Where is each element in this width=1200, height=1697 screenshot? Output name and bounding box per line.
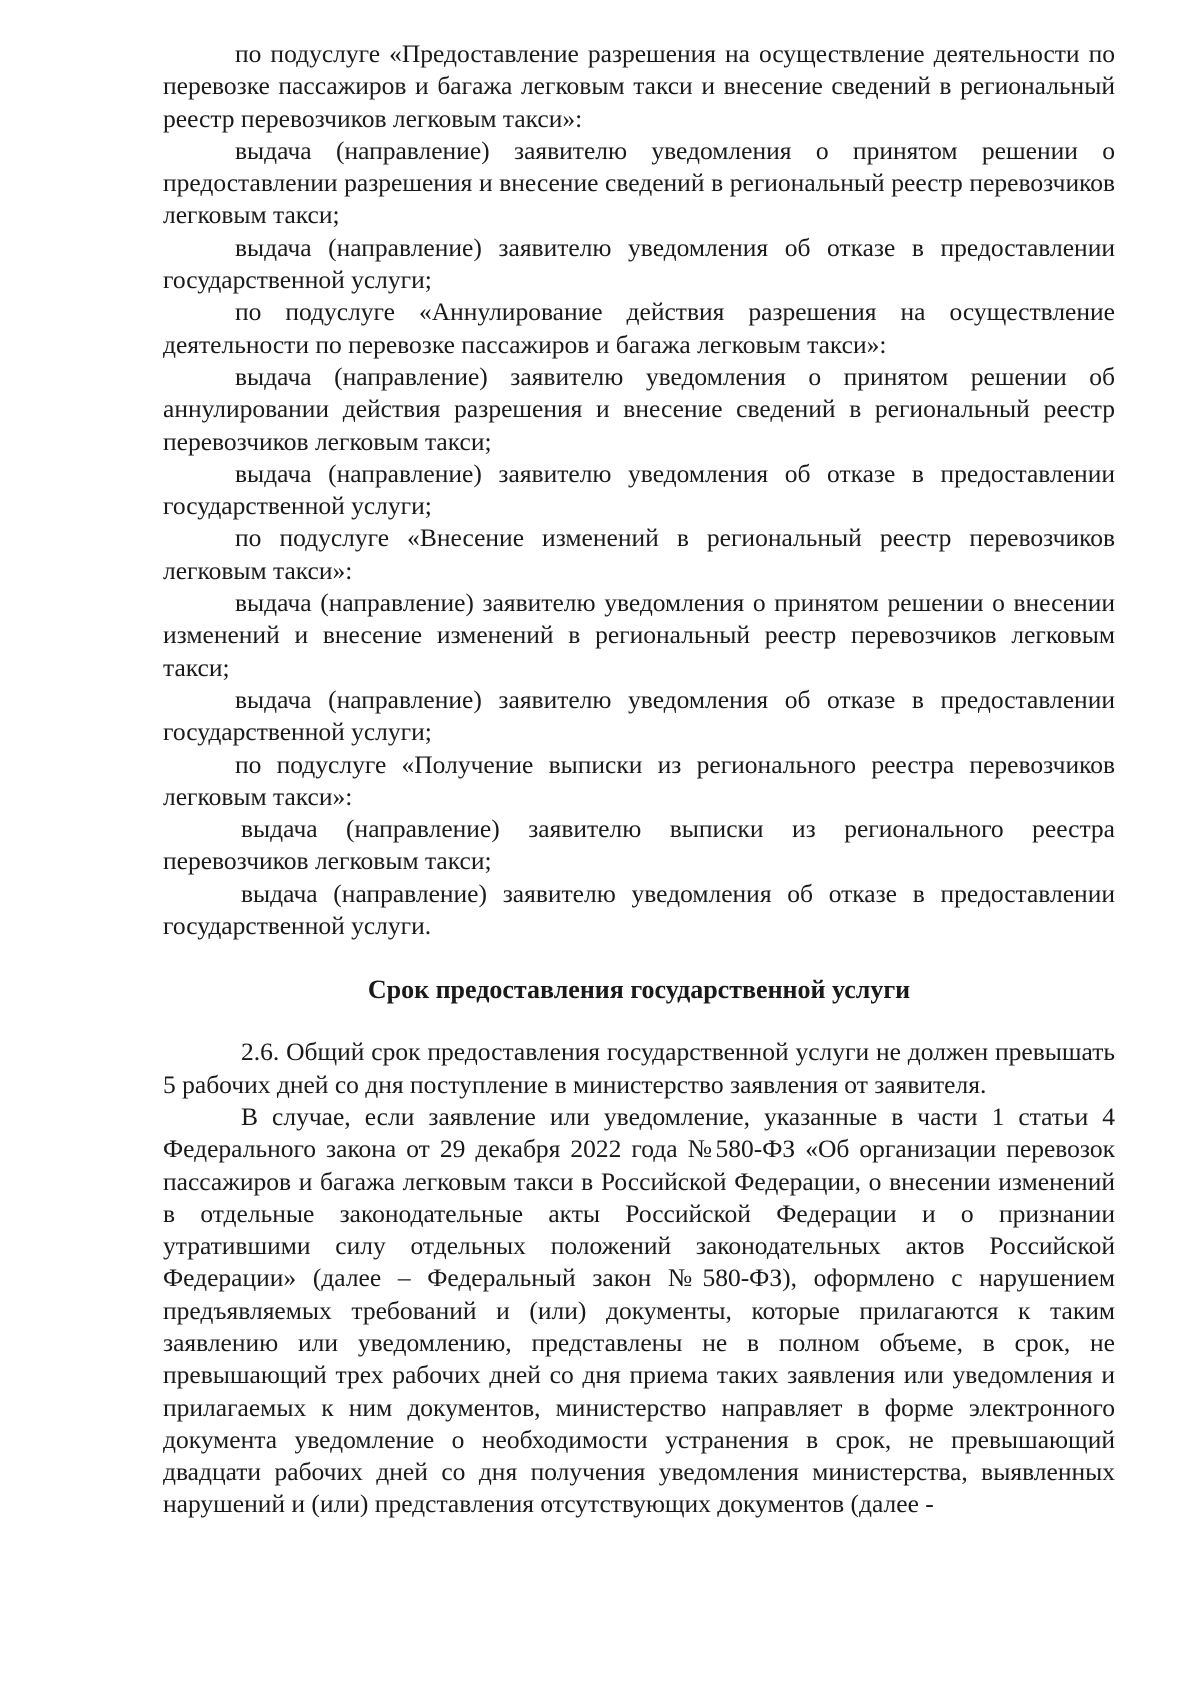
paragraph-notice-refusal-1: выдача (направление) заявителю уведомления об отказе в предоставлении государственной услуги; <box>163 232 1115 295</box>
paragraph-violations-notice: В случае, если заявление или уведомление, указанные в части 1 статьи 4 Федерального закона от 29 декабря 2022 года №580-ФЗ «Об организации перевозок пассажиров и багажа легковым такси в Российской Федерации, о внесении изменений в отдельные законодательные акты Российской Федерации и о признании утратившими силу отдельных положений законодательных актов Российской Федерации» (далее – Федеральный закон №580-ФЗ), оформлено с нарушением предъявляемых требований и (или) документы, которые прилагаются к таким заявлению или уведомлению, представлены не в полном объеме, в срок, не превышающий трех рабочих дней со дня приема таких заявления или уведомления и прилагаемых к ним документов, министерство направляет в форме электронного документа уведомление о необходимости устранения в срок, не превышающий двадцати рабочих дней со дня получения уведомления министерства, выявленных нарушений и (или) представления отсутствующих документов (далее - <box>163 1101 1115 1519</box>
paragraph-notice-refusal-2: выдача (направление) заявителю уведомления об отказе в предоставлении государственной услуги; <box>163 458 1115 521</box>
paragraph-subservice-annul-permit: по подуслуге «Аннулирование действия разрешения на осуществление деятельности по перевозке пассажиров и багажа легковым такси»: <box>163 297 1115 359</box>
section-heading: Срок предоставления государственной услуги <box>367 975 911 1005</box>
paragraph-notice-decision-grant: выдача (направление) заявителю уведомления о принятом решении о предоставлении разрешения и внесение сведений в региональный реестр перевозчиков легковым такси; <box>163 135 1115 230</box>
paragraph-subservice-registry-changes: по подуслуге «Внесение изменений в региональный реестр перевозчиков легковым такси»: <box>163 523 1115 585</box>
paragraph-2-6-service-term: 2.6. Общий срок предоставления государственной услуги не должен превышать 5 рабочих дней со дня поступление в министерство заявления от заявителя. <box>163 1037 1115 1099</box>
paragraph-notice-refusal-4: выдача (направление) заявителю уведомления об отказе в предоставлении государственной услуги. <box>163 878 1115 941</box>
paragraph-subservice-grant-permit: по подуслуге «Предоставление разрешения на осуществление деятельности по перевозке пассажиров и багажа легковым такси и внесение сведений в региональный реестр перевозчиков легковым такси»: <box>163 39 1115 133</box>
paragraph-notice-refusal-3: выдача (направление) заявителю уведомления об отказе в предоставлении государственной услуги; <box>163 684 1115 747</box>
document-page <box>163 38 1115 1521</box>
paragraph-subservice-registry-extract: по подуслуге «Получение выписки из регионального реестра перевозчиков легковым такси»: <box>163 749 1115 811</box>
paragraph-notice-decision-annul: выдача (направление) заявителю уведомления о принятом решении об аннулировании действия разрешения и внесение сведений в региональный реестр перевозчиков легковым такси; <box>163 361 1115 456</box>
paragraph-issue-registry-extract: выдача (направление) заявителю выписки из регионального реестра перевозчиков легковым такси; <box>163 814 1115 876</box>
paragraph-notice-decision-changes: выдача (направление) заявителю уведомления о принятом решении о внесении изменений и внесение изменений в региональный реестр перевозчиков легковым такси; <box>163 588 1115 682</box>
